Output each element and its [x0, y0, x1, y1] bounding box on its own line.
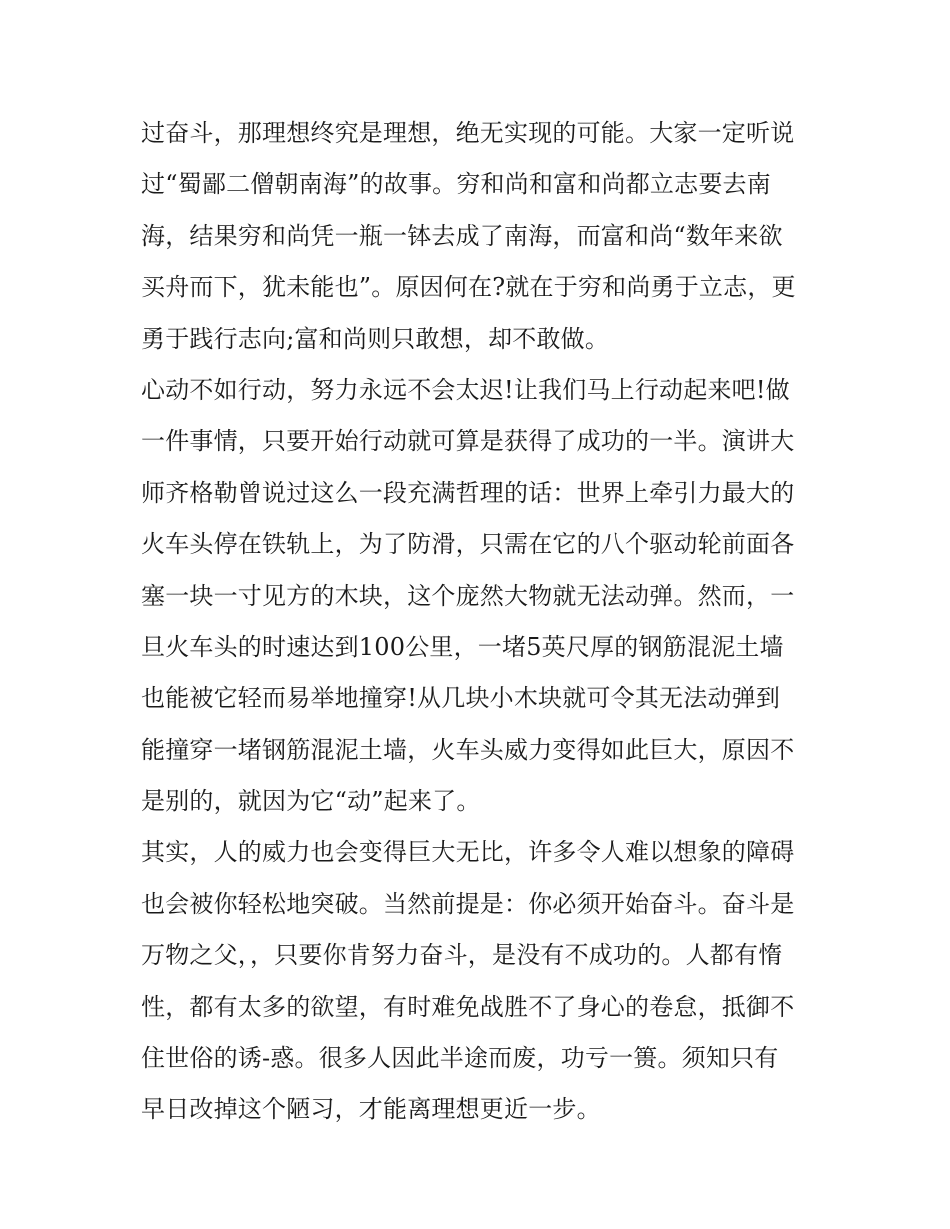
text-line: 能撞穿一堵钢筋混泥土墙，火车头威力变得如此巨大，原因不 — [141, 735, 795, 764]
text-line: 心动不如行动，努力永远不会太迟!让我们马上行动起来吧!做 — [141, 375, 790, 404]
text-line: 性，都有太多的欲望，有时难免战胜不了身心的卷怠，抵御不 — [141, 992, 795, 1021]
text-line: 师齐格勒曾说过这么一段充满哲理的话：世界上牵引力最大的 — [141, 478, 795, 507]
text-line: 海，结果穷和尚凭一瓶一钵去成了南海，而富和尚“数年来欲 — [141, 221, 783, 250]
text-line: 早日改掉这个陋习，才能离理想更近一步。 — [141, 1095, 601, 1124]
text-line: 其实，人的威力也会变得巨大无比，许多令人难以想象的障碍 — [141, 838, 795, 867]
text-line: 旦火车头的时速达到100公里，一堵5英尺厚的钢筋混泥土墙 — [141, 632, 784, 661]
text-line: 勇于践行志向;富和尚则只敢想，却不敢做。 — [141, 324, 610, 353]
text-line: 过奋斗，那理想终究是理想，绝无实现的可能。大家一定听说 — [141, 119, 795, 147]
text-line: 塞一块一寸见方的木块，这个庞然大物就无法动弹。然而，一 — [141, 581, 795, 610]
text-line: 买舟而下，犹未能也”。原因何在?就在于穷和尚勇于立志，更 — [141, 273, 796, 302]
text-line: 住世俗的诱-惑。很多人因此半途而废，功亏一篑。须知只有 — [141, 1044, 779, 1073]
text-line: 过“蜀鄙二僧朝南海”的故事。穷和尚和富和尚都立志要去南 — [141, 170, 771, 199]
text-line: 也会被你轻松地突破。当然前提是：你必须开始奋斗。奋斗是 — [141, 889, 795, 918]
text-line: 是别的，就因为它“动”起来了。 — [141, 787, 481, 816]
text-line: 一件事情，只要开始行动就可算是获得了成功的一半。演讲大 — [141, 427, 795, 456]
text-line: 火车头停在铁轨上，为了防滑，只需在它的八个驱动轮前面各 — [141, 530, 795, 559]
text-line: 万物之父，，只要你肯努力奋斗，是没有不成功的。人都有惰 — [141, 941, 783, 970]
text-line: 也能被它轻而易举地撞穿!从几块小木块就可令其无法动弹到 — [141, 684, 781, 713]
document-body — [141, 108, 813, 1136]
